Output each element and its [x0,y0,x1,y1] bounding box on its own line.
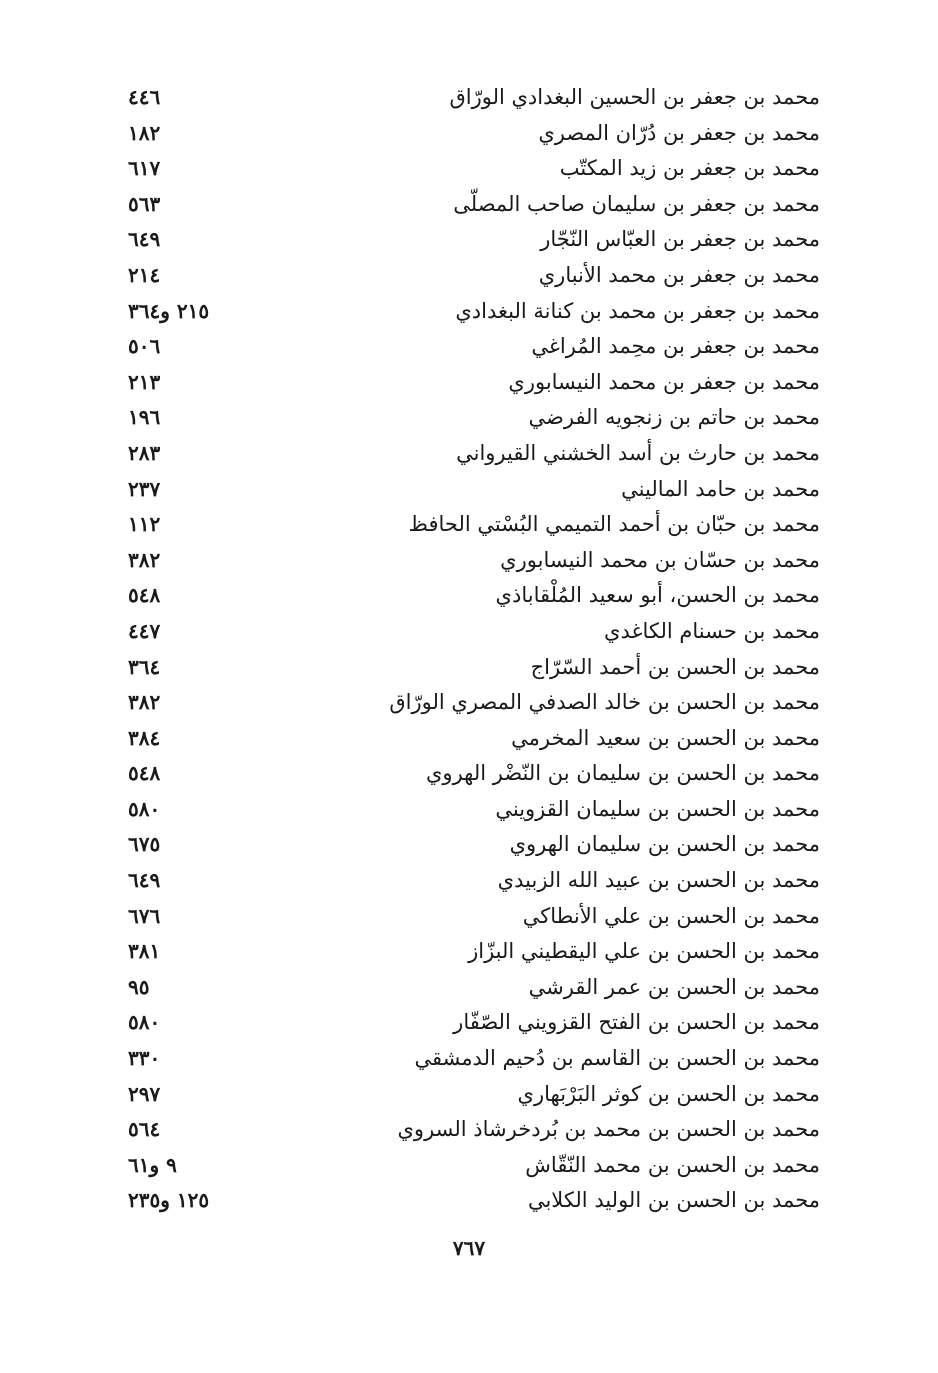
index-entry [0,1112,938,1148]
index-entry [0,899,938,935]
entry-page-refs: ٦٧٦ [128,903,161,928]
entry-page-refs: ١١٢ [128,512,161,537]
index-entry [0,436,938,472]
index-entry [0,151,938,187]
entry-page-refs: ١٢٥ و٢٣٥ [128,1188,210,1213]
index-entry [0,507,938,543]
index-entry [0,1183,938,1219]
entry-page-refs: ٥٦٣ [128,191,161,216]
entry-name: محمد بن الحسن بن سعيد المخرمي [511,725,820,750]
index-list [0,80,938,1219]
page-number: ٧٦٧ [452,1236,486,1260]
entry-name: محمد بن حبّان بن أحمد التميمي البُسْتي الحافظ [408,512,820,537]
entry-name: محمد بن جعفر بن محِمد المُراغي [531,334,820,359]
index-entry [0,1005,938,1041]
index-entry [0,472,938,508]
index-entry [0,258,938,294]
entry-name: محمد بن الحسن بن أحمد السّرّاج [530,654,820,679]
index-entry [0,685,938,721]
entry-name: محمد بن حسنام الكاغدي [604,618,820,643]
entry-name: محمد بن الحسن بن سليمان الهروي [509,832,820,857]
entry-page-refs: ٣٦٤ [128,654,161,679]
entry-page-refs: ٦١٧ [128,156,161,181]
index-entry [0,721,938,757]
entry-name: محمد بن حارث بن أسد الخشني القيرواني [456,440,820,465]
index-entry [0,400,938,436]
entry-name: محمد بن الحسن بن الفتح القزويني الصّفّار [453,1010,820,1035]
entry-page-refs: ٥٤٨ [128,761,161,786]
entry-name: محمد بن جعفر بن سليمان صاحب المصلّى [453,191,820,216]
entry-name: محمد بن حسّان بن محمد النيسابوري [500,547,820,572]
entry-page-refs: ٢١٤ [128,262,161,287]
entry-page-refs: ٥٨٠ [128,796,161,821]
entry-name: محمد بن الحسن بن محمد بن بُردخرشاذ السروي [397,1117,820,1142]
index-entry [0,329,938,365]
index-entry [0,578,938,614]
entry-page-refs: ٣٨٢ [128,690,161,715]
index-entry [0,365,938,401]
entry-page-refs: ٥٠٦ [128,334,161,359]
index-entry [0,792,938,828]
index-entry [0,116,938,152]
index-entry [0,756,938,792]
entry-page-refs: ٩٥ [128,974,150,999]
entry-page-refs: ٦٤٩ [128,868,161,893]
entry-page-refs: ٤٤٦ [128,85,161,109]
entry-page-refs: ٢٩٧ [128,1081,161,1106]
entry-page-refs: ٦٤٩ [128,227,161,252]
entry-page-refs: ٢٨٣ [128,440,161,465]
entry-page-refs: ٣٨٢ [128,547,161,572]
entry-name: محمد بن الحسن بن عمر القرشي [528,974,820,999]
entry-page-refs: ٤٤٧ [128,618,161,643]
entry-name: محمد بن الحسن بن الوليد الكلابي [527,1188,820,1213]
index-entry [0,543,938,579]
index-entry [0,1077,938,1113]
entry-name: محمد بن حامد الماليني [621,476,820,501]
index-entry [0,187,938,223]
entry-name: محمد بن جعفر بن محمد الأنباري [538,262,820,287]
entry-name: محمد بن الحسن بن علي الأنطاكي [522,903,820,928]
entry-name: محمد بن حاتم بن زنجويه الفرضي [528,405,820,430]
entry-page-refs: ٥٤٨ [128,583,161,608]
entry-page-refs: ٣٨١ [128,939,161,964]
entry-name: محمد بن الحسن بن خالد الصدفي المصري الورّاق [389,690,820,715]
entry-name: محمد بن الحسن بن عبيد الله الزبيدي [497,868,820,893]
index-entry [0,614,938,650]
entry-page-refs: ٥٦٤ [128,1117,161,1142]
entry-page-refs: ٣٨٤ [128,725,161,750]
index-entry [0,1148,938,1184]
entry-page-refs: ٥٨٠ [128,1010,161,1035]
entry-name: محمد بن جعفر بن العبّاس النّجّار [540,227,820,252]
entry-name: محمد بن الحسن بن سليمان بن النّضْر الهروي [426,761,820,786]
entry-name: محمد بن جعفر بن محمد النيسابوري [508,369,820,394]
entry-page-refs: ٢١٣ [128,369,161,394]
entry-page-refs: ١٨٢ [128,120,161,145]
index-entry [0,80,938,116]
index-entry [0,863,938,899]
entry-page-refs: ٢٣٧ [128,476,161,501]
entry-name: محمد بن جعفر بن زيد المكتّب [559,156,820,181]
entry-name: محمد بن الحسن بن سليمان القزويني [495,796,820,821]
index-entry [0,294,938,330]
index-entry [0,970,938,1006]
entry-page-refs: ١٩٦ [128,405,161,430]
entry-name: محمد بن الحسن بن كوثر البَرْبَهاري [517,1081,820,1106]
entry-name: محمد بن الحسن بن علي اليقطيني البزّاز [468,939,820,964]
entry-page-refs: ٣٣٠ [128,1046,161,1071]
index-entry [0,934,938,970]
entry-page-refs: ٦٧٥ [128,832,161,857]
entry-name: محمد بن الحسن، أبو سعيد المُلْقاباذي [495,583,820,608]
entry-name: محمد بن جعفر بن الحسين البغدادي الورّاق [449,85,820,109]
index-entry [0,827,938,863]
entry-page-refs: ٢١٥ و٣٦٤ [128,298,210,323]
index-entry [0,650,938,686]
entry-name: محمد بن الحسن بن محمد النّقّاش [525,1152,820,1177]
entry-name: محمد بن جعفر بن محمد بن كنانة البغدادي [455,298,820,323]
index-entry [0,1041,938,1077]
entry-page-refs: ٩ و٦١ [128,1152,177,1177]
index-entry [0,222,938,258]
entry-name: محمد بن الحسن بن القاسم بن دُحيم الدمشقي [414,1046,820,1071]
entry-name: محمد بن جعفر بن دُرّان المصري [538,120,820,145]
